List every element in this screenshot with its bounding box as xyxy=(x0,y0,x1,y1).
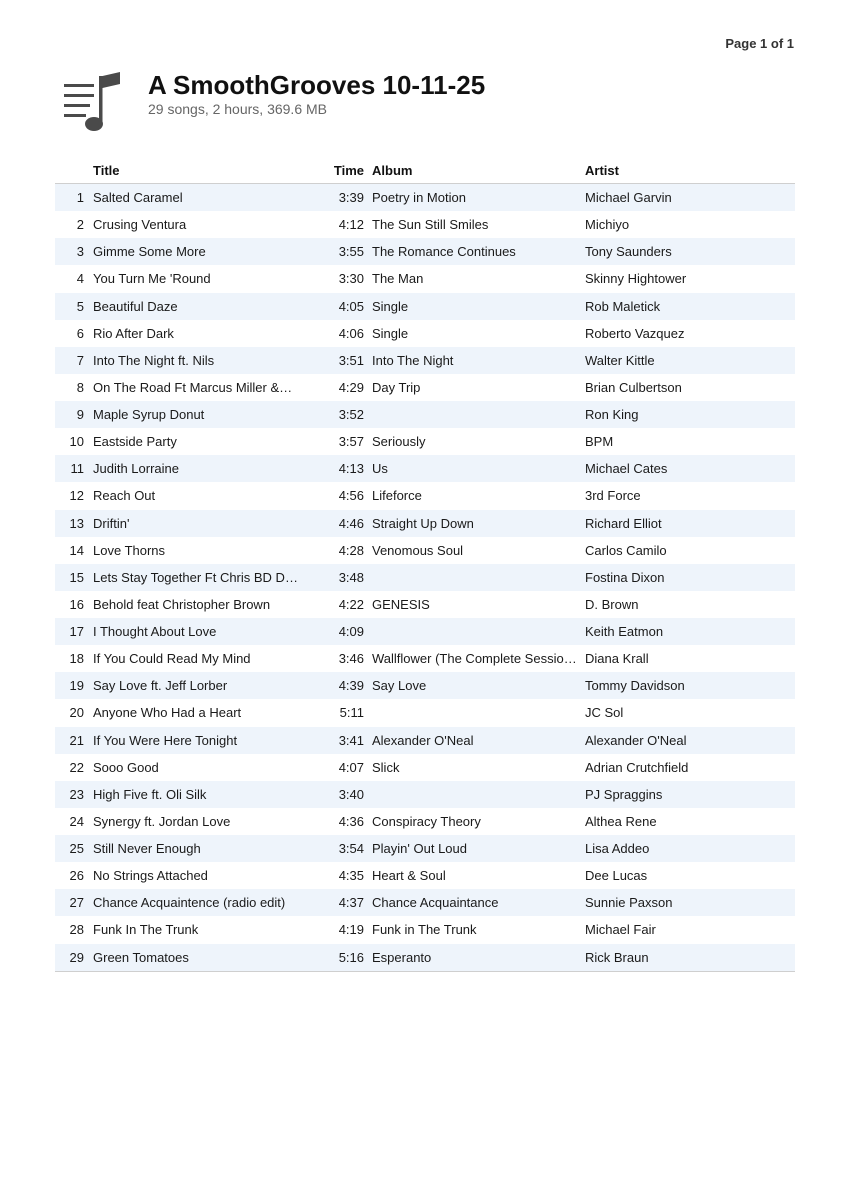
track-time: 4:35 xyxy=(338,868,364,884)
track-artist: D. Brown xyxy=(585,596,639,612)
track-album: Playin' Out Loud xyxy=(372,841,467,856)
table-row[interactable] xyxy=(55,265,795,292)
track-artist: Richard Elliot xyxy=(585,515,662,531)
track-number: 7 xyxy=(76,352,84,368)
track-artist: Adrian Crutchfield xyxy=(585,759,689,775)
track-artist: 3rd Force xyxy=(585,488,641,504)
table-body xyxy=(55,184,795,971)
track-title: Lets Stay Together Ft Chris BD D… xyxy=(93,569,298,585)
column-header-artist[interactable]: Artist xyxy=(585,163,619,178)
track-time: 3:52 xyxy=(338,407,364,422)
table-row[interactable] xyxy=(55,944,795,971)
track-title: If You Were Here Tonight xyxy=(93,732,238,748)
table-row[interactable] xyxy=(55,347,795,374)
track-number: 20 xyxy=(69,705,84,721)
track-album: Funk in The Trunk xyxy=(372,922,477,938)
track-number: 27 xyxy=(69,895,84,911)
track-number: 15 xyxy=(69,569,84,585)
track-time: 4:13 xyxy=(338,461,364,477)
track-title: Behold feat Christopher Brown xyxy=(93,596,271,612)
track-number: 3 xyxy=(76,244,84,260)
track-album: Single xyxy=(372,298,409,314)
table-row[interactable] xyxy=(55,808,795,835)
track-album: Chance Acquaintance xyxy=(372,895,499,911)
track-title: Rio After Dark xyxy=(93,325,174,341)
track-album: Us xyxy=(372,461,388,477)
track-time: 5:11 xyxy=(339,705,364,721)
track-time: 4:09 xyxy=(338,624,364,639)
track-time: 4:28 xyxy=(338,542,364,558)
table-row[interactable] xyxy=(55,401,795,428)
track-number: 6 xyxy=(76,325,84,341)
track-title: Judith Lorraine xyxy=(93,461,179,477)
track-title: Anyone Who Had a Heart xyxy=(93,705,242,721)
playlist-summary: 29 songs, 2 hours, 369.6 MB xyxy=(148,101,327,117)
track-album: Esperanto xyxy=(372,949,432,965)
track-album: Heart & Soul xyxy=(372,868,446,884)
track-time: 3:55 xyxy=(338,244,364,260)
track-album: The Sun Still Smiles xyxy=(372,217,489,233)
track-time: 3:51 xyxy=(338,352,364,368)
column-header-title[interactable]: Title xyxy=(93,163,120,178)
track-artist: Sunnie Paxson xyxy=(585,895,673,911)
track-time: 4:29 xyxy=(338,379,364,395)
table-row[interactable] xyxy=(55,320,795,347)
track-number: 11 xyxy=(70,461,84,477)
track-time: 3:40 xyxy=(338,786,364,802)
playlist-title: A SmoothGrooves 10-11-25 xyxy=(148,70,486,100)
table-row[interactable] xyxy=(55,835,795,862)
table-row[interactable] xyxy=(55,293,795,320)
track-album: Seriously xyxy=(372,434,426,450)
track-album: Conspiracy Theory xyxy=(372,813,481,829)
track-time: 3:30 xyxy=(338,271,364,287)
track-title: Maple Syrup Donut xyxy=(93,407,205,422)
track-artist: Tommy Davidson xyxy=(585,678,685,694)
track-number: 25 xyxy=(69,841,84,856)
track-artist: BPM xyxy=(585,434,614,450)
track-number: 8 xyxy=(76,379,84,395)
track-title: Love Thorns xyxy=(93,542,166,558)
track-time: 3:57 xyxy=(338,434,364,450)
table-row[interactable] xyxy=(55,781,795,808)
table-row[interactable] xyxy=(55,618,795,645)
track-time: 4:39 xyxy=(338,678,364,694)
track-time: 4:37 xyxy=(338,895,364,911)
track-title: You Turn Me 'Round xyxy=(93,271,211,287)
track-title: Say Love ft. Jeff Lorber xyxy=(93,678,228,694)
track-artist: Michael Cates xyxy=(585,461,668,477)
track-number: 29 xyxy=(69,949,84,965)
track-album: Straight Up Down xyxy=(372,515,474,531)
track-number: 21 xyxy=(69,732,84,748)
track-number: 28 xyxy=(69,922,84,938)
track-title: High Five ft. Oli Silk xyxy=(93,786,207,802)
track-time: 3:39 xyxy=(338,190,364,205)
track-time: 3:54 xyxy=(338,841,364,856)
table-row[interactable] xyxy=(55,754,795,781)
track-artist: Rob Maletick xyxy=(585,298,661,314)
table-row[interactable] xyxy=(55,645,795,672)
track-artist: Alexander O'Neal xyxy=(585,732,687,748)
track-time: 3:41 xyxy=(338,732,364,748)
track-time: 3:46 xyxy=(338,651,364,667)
table-row[interactable] xyxy=(55,727,795,754)
track-number: 19 xyxy=(69,678,84,694)
track-album: Single xyxy=(372,325,409,341)
track-title: I Thought About Love xyxy=(93,624,217,639)
track-title: Gimme Some More xyxy=(93,244,206,260)
track-title: Eastside Party xyxy=(93,434,177,450)
table-row[interactable] xyxy=(55,211,795,238)
track-artist: Michael Garvin xyxy=(585,190,672,205)
track-album: Wallflower (The Complete Sessio… xyxy=(372,651,577,667)
track-album: The Romance Continues xyxy=(372,244,516,260)
table-row[interactable] xyxy=(55,889,795,916)
track-time: 4:56 xyxy=(338,488,364,504)
track-title: Still Never Enough xyxy=(93,841,201,856)
page-indicator: Page 1 of 1 xyxy=(725,36,794,51)
table-row[interactable] xyxy=(55,537,795,564)
playlist-music-icon xyxy=(60,72,126,134)
track-artist: Roberto Vazquez xyxy=(585,325,685,341)
track-time: 3:48 xyxy=(338,569,364,585)
track-number: 13 xyxy=(69,515,84,531)
track-album: Day Trip xyxy=(372,379,421,395)
table-header xyxy=(55,158,795,184)
track-title: Crusing Ventura xyxy=(93,217,187,233)
track-artist: Diana Krall xyxy=(585,651,649,667)
track-time: 4:05 xyxy=(338,298,364,314)
track-album: The Man xyxy=(372,271,424,287)
track-artist: Walter Kittle xyxy=(585,352,655,368)
track-album: Say Love xyxy=(372,678,427,694)
column-header-time[interactable]: Time xyxy=(333,163,364,178)
track-number: 10 xyxy=(69,434,84,450)
track-number: 17 xyxy=(69,624,84,639)
track-title: No Strings Attached xyxy=(93,868,208,884)
track-album: Lifeforce xyxy=(372,488,422,504)
track-title: Funk In The Trunk xyxy=(93,922,199,938)
track-number: 1 xyxy=(76,190,84,205)
track-artist: JC Sol xyxy=(585,705,624,721)
track-time: 4:07 xyxy=(338,759,364,775)
track-album: Alexander O'Neal xyxy=(372,732,474,748)
table-row[interactable] xyxy=(55,564,795,591)
track-artist: Carlos Camilo xyxy=(585,542,667,558)
table-row[interactable] xyxy=(55,428,795,455)
track-number: 9 xyxy=(76,407,84,422)
column-header-album[interactable]: Album xyxy=(372,163,413,178)
track-title: If You Could Read My Mind xyxy=(93,651,251,667)
track-time: 4:22 xyxy=(338,596,364,612)
table-row[interactable] xyxy=(55,699,795,726)
track-title: Chance Acquaintence (radio edit) xyxy=(93,895,286,911)
track-artist: PJ Spraggins xyxy=(585,786,663,802)
track-number: 4 xyxy=(76,271,84,287)
track-artist: Lisa Addeo xyxy=(585,841,650,856)
track-artist: Ron King xyxy=(585,407,639,422)
track-title: Reach Out xyxy=(93,488,156,504)
playlist-header xyxy=(60,70,800,140)
track-title: Green Tomatoes xyxy=(93,949,189,965)
track-album: Poetry in Motion xyxy=(372,190,466,205)
table-row[interactable] xyxy=(55,862,795,889)
track-title: Salted Caramel xyxy=(93,190,183,205)
track-number: 18 xyxy=(69,651,84,667)
track-number: 14 xyxy=(69,542,84,558)
track-artist: Brian Culbertson xyxy=(585,379,682,395)
table-bottom-divider xyxy=(55,971,795,972)
track-number: 22 xyxy=(69,759,84,775)
track-artist: Rick Braun xyxy=(585,949,649,965)
track-time: 5:16 xyxy=(338,949,364,965)
track-title: On The Road Ft Marcus Miller &… xyxy=(93,379,293,395)
track-time: 4:12 xyxy=(338,217,364,233)
track-artist: Michael Fair xyxy=(585,922,656,938)
track-artist: Dee Lucas xyxy=(585,868,648,884)
track-number: 5 xyxy=(76,298,84,314)
table-row[interactable] xyxy=(55,916,795,943)
table-row[interactable] xyxy=(55,482,795,509)
track-title: Driftin' xyxy=(93,515,130,531)
track-table xyxy=(55,158,795,972)
track-artist: Michiyo xyxy=(585,217,630,233)
track-number: 12 xyxy=(69,488,84,504)
track-time: 4:46 xyxy=(338,515,364,531)
track-number: 23 xyxy=(69,786,84,802)
track-time: 4:06 xyxy=(338,325,364,341)
track-album: Into The Night xyxy=(372,352,454,368)
track-number: 16 xyxy=(69,596,84,612)
table-row[interactable] xyxy=(55,672,795,699)
table-row[interactable] xyxy=(55,374,795,401)
table-row[interactable] xyxy=(55,591,795,618)
track-title: Synergy ft. Jordan Love xyxy=(93,813,231,829)
table-row[interactable] xyxy=(55,238,795,265)
track-album: Venomous Soul xyxy=(372,542,464,558)
track-time: 4:19 xyxy=(338,922,364,938)
track-artist: Althea Rene xyxy=(585,813,657,829)
track-title: Beautiful Daze xyxy=(93,298,178,314)
table-row[interactable] xyxy=(55,510,795,537)
track-title: Into The Night ft. Nils xyxy=(93,352,215,368)
track-number: 2 xyxy=(76,217,84,233)
table-row[interactable] xyxy=(55,184,795,211)
track-number: 24 xyxy=(69,813,84,829)
track-album: Slick xyxy=(372,759,400,775)
track-number: 26 xyxy=(69,868,84,884)
track-artist: Fostina Dixon xyxy=(585,569,665,585)
table-row[interactable] xyxy=(55,455,795,482)
track-artist: Skinny Hightower xyxy=(585,271,687,287)
track-album: GENESIS xyxy=(372,596,430,612)
track-artist: Tony Saunders xyxy=(585,244,672,260)
track-artist: Keith Eatmon xyxy=(585,624,664,639)
track-time: 4:36 xyxy=(338,813,364,829)
track-title: Sooo Good xyxy=(93,759,159,775)
